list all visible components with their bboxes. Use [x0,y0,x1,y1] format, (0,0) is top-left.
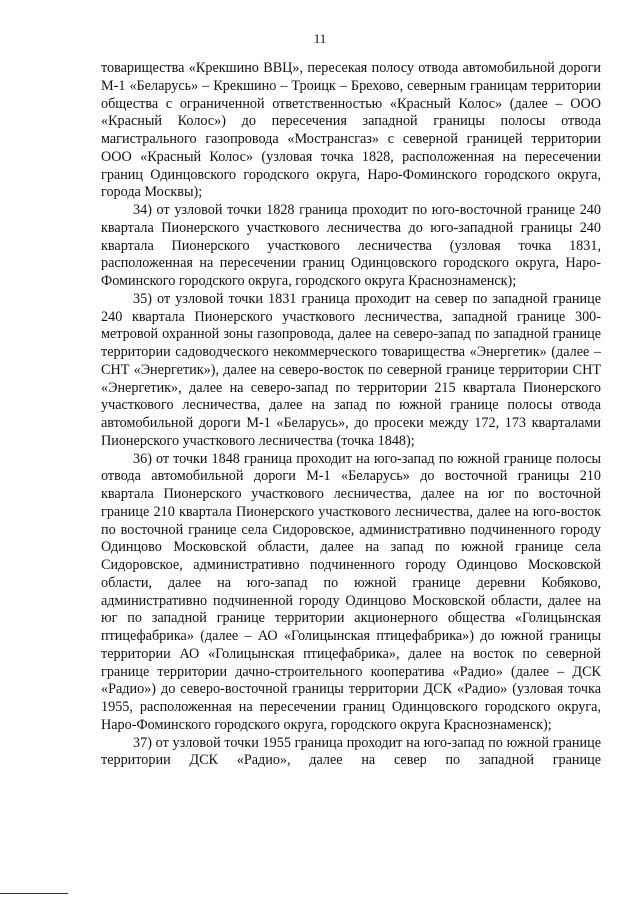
footnote-divider [0,893,68,894]
document-body [101,60,601,770]
paragraph-item-34: 34) от узловой точки 1828 граница проходит по юго-восточной границе 240 квартала Пионерского участкового лесничества до юго-западной границы 240 квартала Пионерского участкового лесничества (узловая точка 1831, расположенная на пересечении границ Одинцовского городского округа, Наро-Фоминского городского округа, городского округа Краснознаменск); [101,202,601,289]
page-number: 11 [313,31,327,46]
paragraph-continuation: товарищества «Крекшино ВВЦ», пересекая полосу отвода автомобильной дороги М-1 «Беларусь» – Крекшино – Троицк – Брехово, северным границам территории общества с ограниченной ответственностью «Красный Колос» (далее – ООО «Красный Колос») до пересечения западной границы полосы отвода магистрального газопровода «Мострансгаз» с северной границей территории ООО «Красный Колос» (узловая точка 1828, расположенная на пересечении границ Одинцовского городского округа, Наро-Фоминского городского округа, города Москвы); [101,60,601,201]
paragraph-item-35: 35) от узловой точки 1831 граница проходит на север по западной границе 240 квартала Пионерского участкового лесничества, западной границе 300-метровой охранной зоны газопровода, далее на северо-запад по западной границе территории садоводческого некоммерческого товарищества «Энергетик» (далее – СНТ «Энергетик»), далее на северо-восток по северной границе территории СНТ «Энергетик», далее на северо-запад по территории 215 квартала Пионерского участкового лесничества, далее на запад по южной границе полосы отвода автомобильной дороги М-1 «Беларусь», до просеки между 172, 173 кварталами Пионерского участкового лесничества (точка 1848); [101,290,601,449]
paragraph-item-37: 37) от узловой точки 1955 граница проходит на юго-запад по южной границе территории ДСК «Радио», далее на север по западной границе [101,734,601,769]
paragraph-item-36: 36) от точки 1848 граница проходит на юго-запад по южной границе полосы отвода автомобильной дороги М-1 «Беларусь» до восточной границы 210 квартала Пионерского участкового лесничества, далее на юг по восточной границе 210 квартала Пионерского участкового лесничества, далее на юго-восток по восточной границе села Сидоровское, административно подчиненного городу Одинцово Московской области, далее на запад по южной границе села Сидоровское, административно подчиненного городу Одинцово Московской области, далее на юго-запад по южной границе деревни Кобяково, административно подчиненной городу Одинцово Московской области, далее на юг по западной границе территории акционерного общества «Голицынская птицефабрика» (далее – АО «Голицынская птицефабрика») до южной границы территории АО «Голицынская птицефабрика», далее на восток по северной границе территории дачно-строительного кооператива «Радио» (далее – ДСК «Радио») до северо-восточной границы территории ДСК «Радио» (узловая точка 1955, расположенная на пересечении границ Одинцовского городского округа, Наро-Фоминского городского округа, городского округа Краснознаменск); [101,450,601,733]
